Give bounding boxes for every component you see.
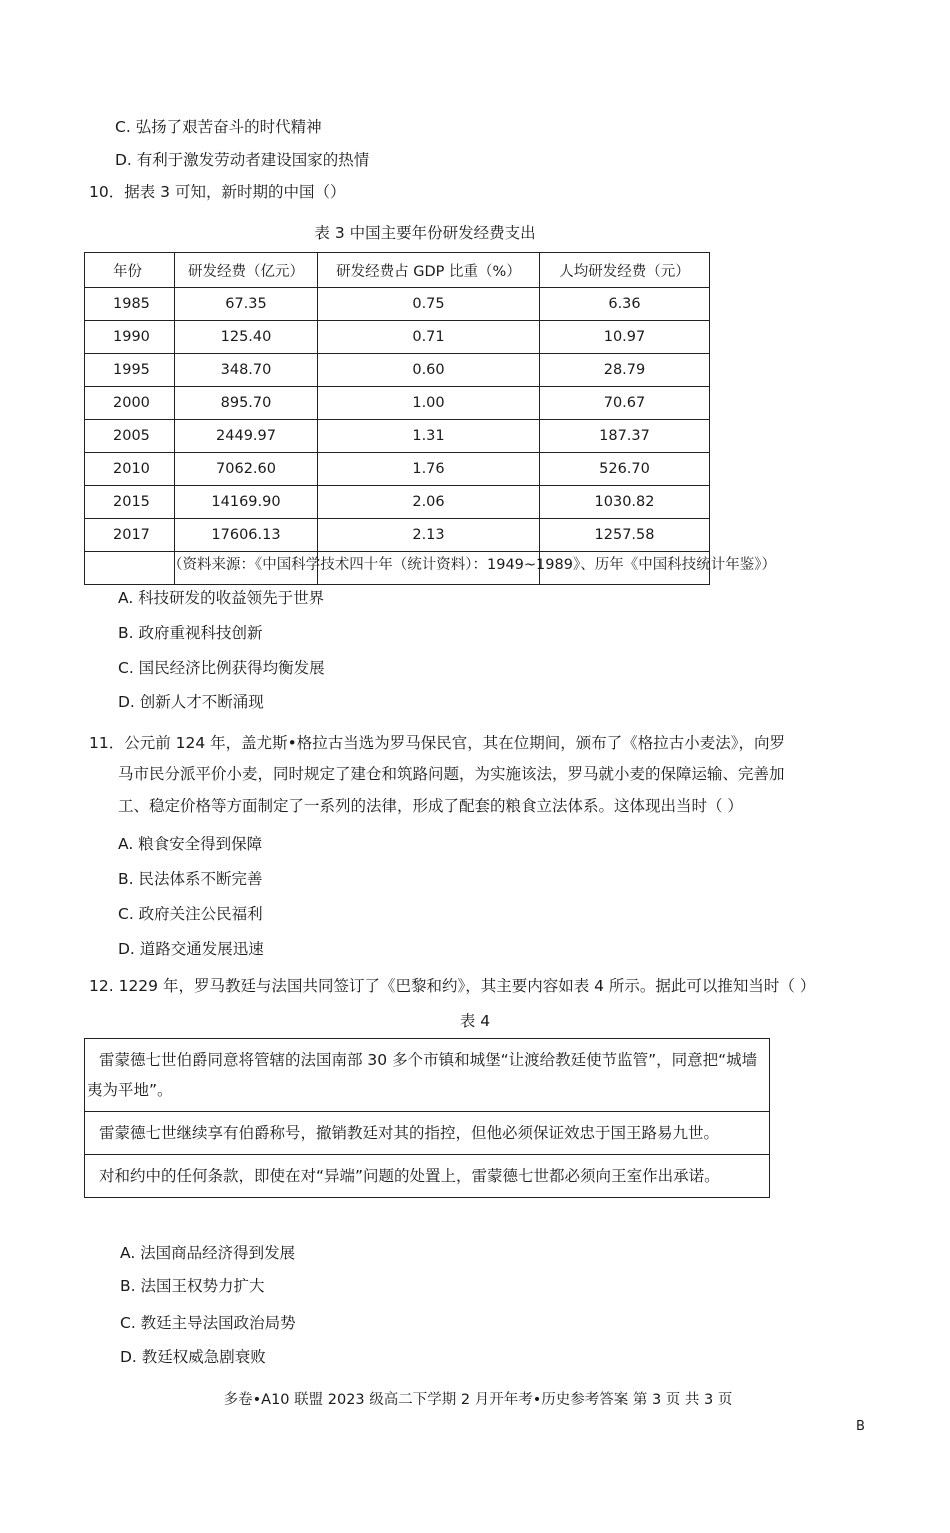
cell-gdp-ratio: 2.13	[318, 519, 540, 552]
cell-gdp-ratio: 1.76	[318, 453, 540, 486]
table3-header: 研发经费占 GDP 比重（%）	[318, 253, 540, 288]
table4-cell: 雷蒙德七世继续享有伯爵称号，撤销教廷对其的指控，但他必须保证效忠于国王路易九世。	[85, 1112, 770, 1155]
cell-gdp-ratio: 0.60	[318, 354, 540, 387]
cell-year: 2005	[85, 420, 175, 453]
cell-year: 1985	[85, 288, 175, 321]
cell-gdp-ratio: 0.71	[318, 321, 540, 354]
q11-stem-line: 11．公元前 124 年，盖尤斯•格拉古当选为罗马保民官，其在位期间，颁布了《格拉古小麦法》，向罗	[89, 734, 786, 752]
cell-funding: 67.35	[175, 288, 318, 321]
q11-stem-line: 马市民分派平价小麦，同时规定了建仓和筑路问题，为实施该法，罗马就小麦的保障运输、完善加	[118, 765, 785, 783]
cell-year: 1995	[85, 354, 175, 387]
table-row	[85, 387, 710, 420]
q11-option-c: C. 政府关注公民福利	[118, 905, 263, 923]
cell-per-capita: 6.36	[540, 288, 710, 321]
table-row	[85, 1112, 770, 1155]
cell-gdp-ratio: 1.31	[318, 420, 540, 453]
q12-option-c: C. 教廷主导法国政治局势	[120, 1314, 296, 1332]
table-row	[85, 1039, 770, 1112]
q10-option-b: B. 政府重视科技创新	[118, 624, 263, 642]
table4-caption: 表 4	[459, 1012, 491, 1030]
table-row	[85, 288, 710, 321]
cell-year: 1990	[85, 321, 175, 354]
corner-mark: B	[856, 1419, 865, 1434]
table-row	[85, 486, 710, 519]
table3	[84, 252, 710, 585]
table-row	[85, 453, 710, 486]
q12-stem: 12. 1229 年，罗马教廷与法国共同签订了《巴黎和约》，其主要内容如表 4 所示。据此可以推知当时（ ）	[89, 977, 816, 995]
cell-funding: 7062.60	[175, 453, 318, 486]
cell-funding: 348.70	[175, 354, 318, 387]
cell-funding: 125.40	[175, 321, 318, 354]
q12-option-b: B. 法国王权势力扩大	[120, 1277, 265, 1295]
cell-gdp-ratio: 1.00	[318, 387, 540, 420]
cell-funding: 895.70	[175, 387, 318, 420]
q9-option-d: D. 有利于激发劳动者建设国家的热情	[115, 151, 370, 169]
q11-option-a: A. 粮食安全得到保障	[118, 835, 263, 853]
table3-header: 年份	[85, 253, 175, 288]
cell-year: 2015	[85, 486, 175, 519]
table-row	[85, 420, 710, 453]
q9-option-c: C. 弘扬了艰苦奋斗的时代精神	[115, 118, 322, 136]
cell-per-capita: 187.37	[540, 420, 710, 453]
q10-stem: 10．据表 3 可知，新时期的中国（）	[89, 183, 346, 201]
q10-option-c: C. 国民经济比例获得均衡发展	[118, 659, 325, 677]
q11-option-d: D. 道路交通发展迅速	[118, 940, 264, 958]
q12-option-d: D. 教廷权威急剧衰败	[120, 1348, 266, 1366]
q10-option-a: A. 科技研发的收益领先于世界	[118, 589, 325, 607]
table-row	[85, 1155, 770, 1198]
cell-year: 2017	[85, 519, 175, 552]
cell-gdp-ratio: 0.75	[318, 288, 540, 321]
cell-per-capita: 526.70	[540, 453, 710, 486]
q11-stem-line: 工、稳定价格等方面制定了一系列的法律，形成了配套的粮食立法体系。这体现出当时（ ）	[118, 797, 743, 815]
table3-caption: 表 3 中国主要年份研发经费支出	[314, 224, 536, 242]
q10-option-d: D. 创新人才不断涌现	[118, 693, 264, 711]
table-row	[85, 519, 710, 552]
cell-per-capita: 1257.58	[540, 519, 710, 552]
page-footer: 多卷•A10 联盟 2023 级高二下学期 2 月开年考•历史参考答案 第 3 页 共 3 页	[223, 1392, 733, 1408]
cell-year: 2010	[85, 453, 175, 486]
table3-header: 研发经费（亿元）	[175, 253, 318, 288]
cell-per-capita: 10.97	[540, 321, 710, 354]
cell-funding: 17606.13	[175, 519, 318, 552]
q11-option-b: B. 民法体系不断完善	[118, 870, 263, 888]
table4-cell: 雷蒙德七世伯爵同意将管辖的法国南部 30 多个市镇和城堡“让渡给教廷使节监管”，同意把“城墙夷为平地”。	[85, 1039, 770, 1112]
cell-per-capita: 28.79	[540, 354, 710, 387]
cell-funding: 2449.97	[175, 420, 318, 453]
cell-gdp-ratio: 2.06	[318, 486, 540, 519]
table3-header-row	[85, 253, 710, 288]
cell-per-capita: 70.67	[540, 387, 710, 420]
cell-per-capita: 1030.82	[540, 486, 710, 519]
cell-year: 2000	[85, 387, 175, 420]
table-row	[85, 321, 710, 354]
table-row	[85, 354, 710, 387]
q12-option-a: A. 法国商品经济得到发展	[120, 1244, 296, 1262]
table3-header: 人均研发经费（元）	[540, 253, 710, 288]
table4	[84, 1038, 770, 1198]
cell-funding: 14169.90	[175, 486, 318, 519]
table3-source: （资料来源：《中国科学技术四十年（统计资料）：1949~1989》、历年《中国科技统计年鉴》）	[168, 557, 776, 573]
table4-cell: 对和约中的任何条款，即使在对“异端”问题的处置上，雷蒙德七世都必须向王室作出承诺。	[85, 1155, 770, 1198]
